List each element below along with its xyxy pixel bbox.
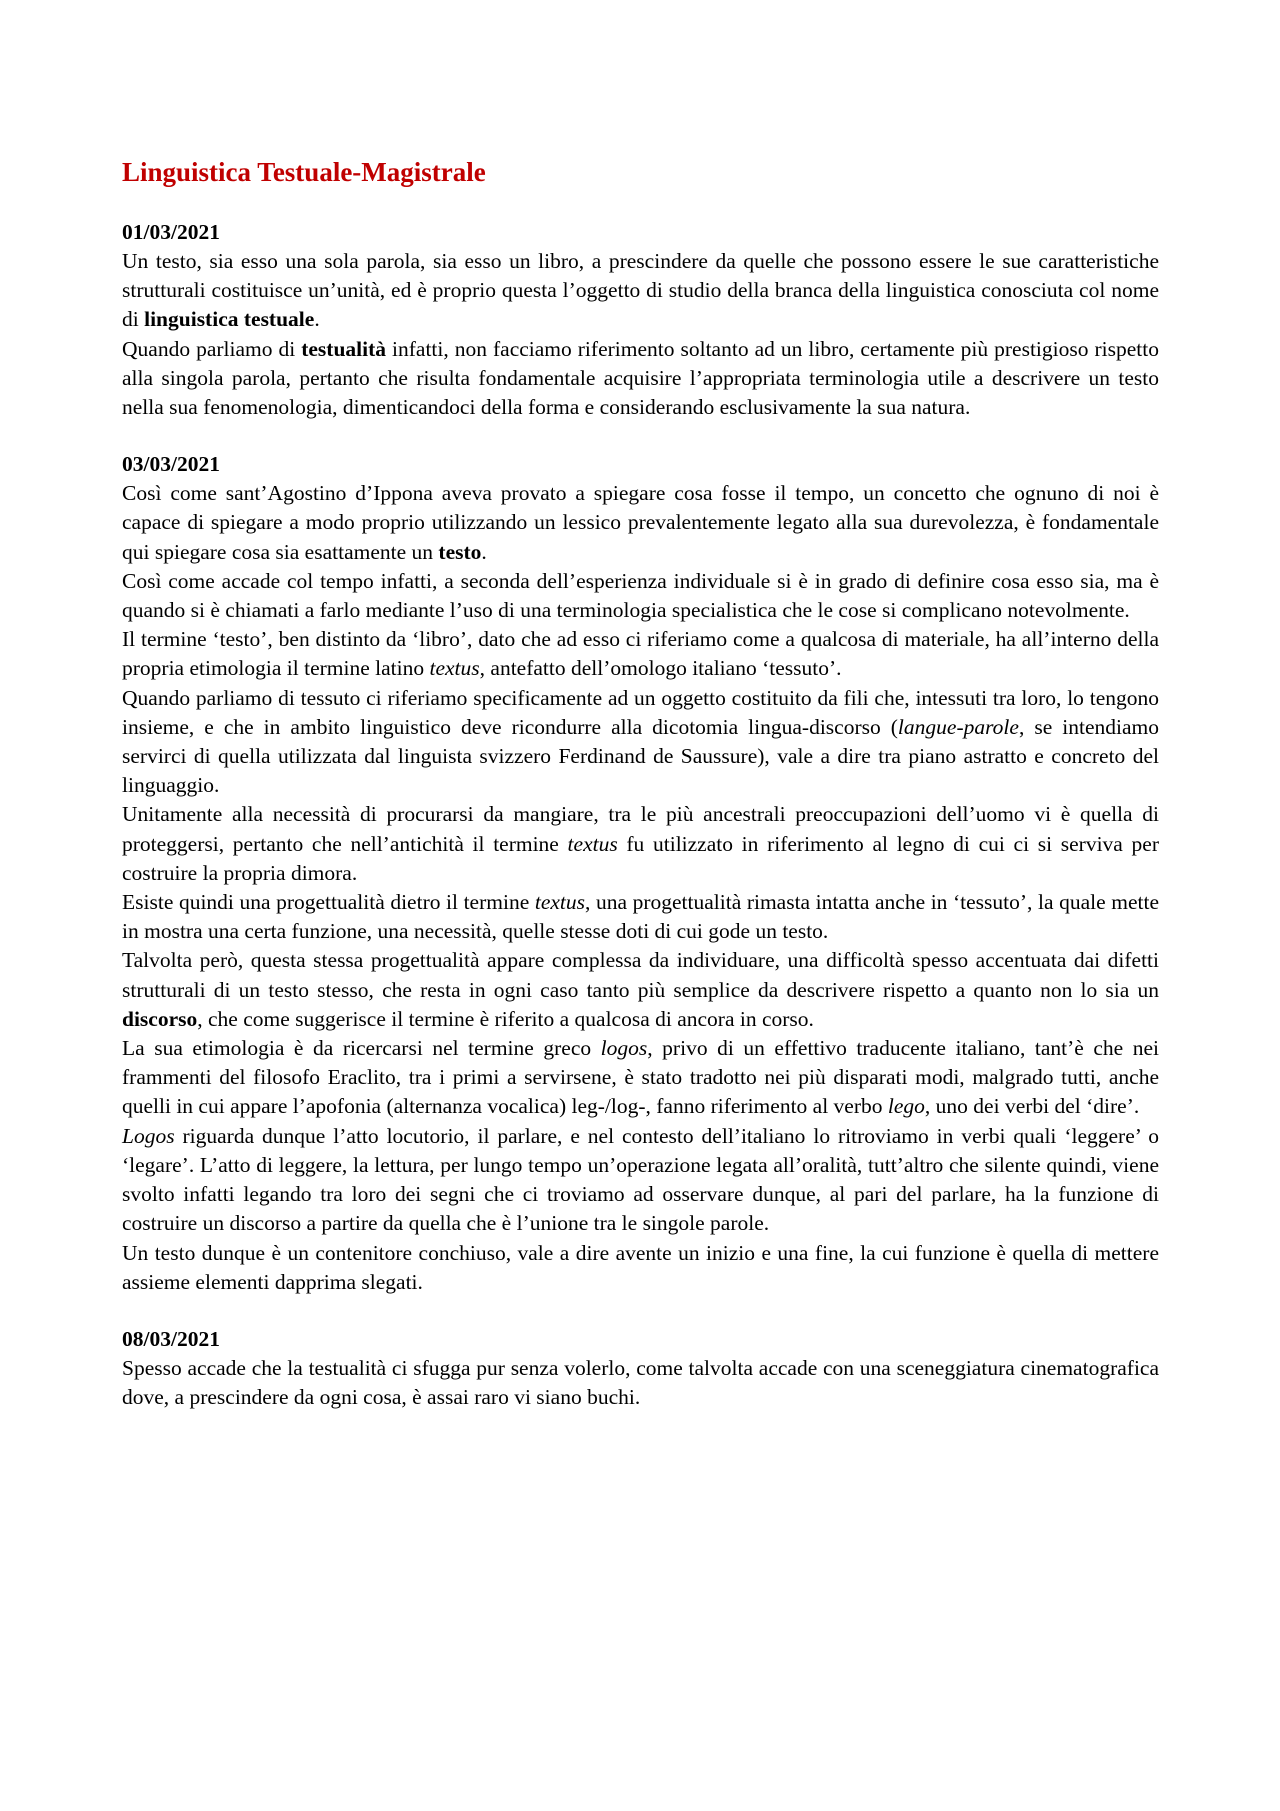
paragraph — [122, 335, 1159, 423]
section-1 — [122, 450, 1159, 1297]
text-run: , che come suggerisce il termine è riferito a qualcosa di ancora in corso. — [197, 1006, 814, 1031]
bold-term: linguistica testuale — [144, 307, 315, 332]
section-date: 03/03/2021 — [122, 452, 220, 477]
text-run: , una progettualità rimasta intatta anche in ‘tessuto’, la quale mette in mostra una certa funzione, una necessità, quelle stesse doti di cui gode un testo. — [122, 890, 1160, 944]
paragraph — [122, 1354, 1159, 1412]
text-run: Un testo dunque è un contenitore conchiuso, vale a dire avente un inizio e una fine, la cui funzione è quella di mettere assieme elementi dapprima slegati. — [122, 1240, 1159, 1294]
paragraph — [122, 625, 1159, 683]
text-run: Quando parliamo di — [122, 336, 302, 361]
paragraph — [122, 479, 1159, 567]
paragraph — [122, 888, 1159, 946]
paragraph — [122, 567, 1159, 625]
text-run: Quando parliamo di tessuto ci riferiamo specificamente ad un oggetto costituito da fili che, intessuti tra loro, lo tengono insieme, e che in ambito linguistico deve ricondurre alla dicotomia lingua-discorso ( — [122, 685, 1159, 739]
text-run: , privo di un effettivo traducente italiano, tant’è che nei frammenti del filosofo Eraclito, tra i primi a servirsene, è stato tradotto nei più disparati modi, malgrado tutti, anche quelli in cui appare l’apofonia (alternanza vocalica) leg-/log-, fanno riferimento al verbo — [122, 1036, 1160, 1119]
text-run: Un testo, sia esso una sola parola, sia esso un libro, a prescindere da quelle che possono essere le sue caratteristiche strutturali costituisce un’unità, ed è proprio questa l’oggetto di studio della branca della linguistica conosciuta col nome di — [122, 249, 1159, 332]
paragraph — [122, 247, 1159, 335]
text-run: Così come accade col tempo infatti, a seconda dell’esperienza individuale si è in grado di definire cosa esso sia, ma è quando si è chiamati a farlo mediante l’uso di una terminologia specialistica che le cose si complicano notevolmente. — [122, 568, 1159, 623]
section-date: 08/03/2021 — [122, 1326, 220, 1351]
italic-term: lego — [887, 1094, 925, 1119]
text-run: La sua etimologia è da ricercarsi nel termine greco — [122, 1036, 601, 1061]
italic-term: langue-parole — [897, 714, 1019, 739]
text-run: Così come sant’Agostino d’Ippona aveva provato a spiegare cosa fosse il tempo, un concetto che ognuno di noi è capace di spiegare a modo proprio utilizzando un lessico prevalentemente legato alla sua durevolezza, è fondamentale qui spiegare cosa sia esattamente un — [122, 481, 1159, 564]
text-run: . — [314, 307, 320, 332]
section-2 — [122, 1325, 1159, 1412]
paragraph — [122, 1239, 1159, 1297]
text-run: , antefatto dell’omologo italiano ‘tessuto’. — [479, 656, 842, 681]
text-run: Spesso accade che la testualità ci sfugga pur senza volerlo, come talvolta accade con una sceneggiatura cinematografica dove, a prescindere da ogni cosa, è assai raro vi siano buchi. — [122, 1355, 1159, 1410]
italic-term: textus — [534, 890, 585, 915]
text-run: riguarda dunque l’atto locutorio, il parlare, e nel contesto dell’italiano lo ritroviamo in verbi quali ‘leggere’ o ‘legare’. L’atto di leggere, la lettura, per lungo tempo un’operazione legata all’oralità, tutt’altro che silente quindi, viene svolto infatti legando tra loro dei segni che ci troviamo ad osservare dunque, al pari del parlare, ha la funzione di costruire un discorso a partire da quella che è l’unione tra le singole parole. — [122, 1123, 1159, 1236]
text-run: Esiste quindi una progettualità dietro il termine — [122, 890, 535, 915]
paragraph — [122, 684, 1159, 801]
italic-term: textus — [567, 831, 618, 856]
text-run: fu utilizzato in riferimento al legno di cui ci si serviva per costruire la propria dimora. — [122, 831, 1159, 885]
bold-term: testualità — [301, 336, 387, 361]
text-run: Unitamente alla necessità di procurarsi da mangiare, tra le più ancestrali preoccupazioni dell’uomo vi è quella di proteggersi, pertanto che nell’antichità il termine — [122, 802, 1159, 856]
paragraph — [122, 1034, 1159, 1122]
section-body — [122, 479, 1159, 1297]
section-0 — [122, 218, 1159, 422]
italic-term: textus — [429, 656, 480, 681]
text-run: , se intendiamo servirci di quella utilizzata dal linguista svizzero Ferdinand de Saussure), vale a dire tra piano astratto e concreto del linguaggio. — [122, 714, 1159, 798]
text-run: Il termine ‘testo’, ben distinto da ‘libro’, dato che ad esso ci riferiamo come a qualcosa di materiale, ha all’interno della propria etimologia il termine latino — [122, 627, 1159, 681]
italic-term: logos — [600, 1036, 648, 1061]
italic-term: Logos — [122, 1123, 175, 1148]
bold-term: testo — [438, 539, 482, 564]
section-body — [122, 247, 1159, 422]
bold-term: discorso — [122, 1006, 198, 1031]
paragraph — [122, 800, 1159, 888]
document-title: Linguistica Testuale-Magistrale — [122, 157, 486, 187]
paragraph — [122, 946, 1159, 1034]
document-page — [122, 155, 1159, 1440]
text-run: . — [481, 539, 487, 564]
text-run: Talvolta però, questa stessa progettualità appare complessa da individuare, una difficoltà spesso accentuata dai difetti strutturali di un testo stesso, che resta in ogni caso tanto più semplice da descrivere rispetto a quanto non lo sia un — [122, 948, 1159, 1002]
section-date: 01/03/2021 — [122, 220, 220, 244]
text-run: infatti, non facciamo riferimento soltanto ad un libro, certamente più prestigioso rispetto alla singola parola, pertanto che risulta fondamentale acquisire l’appropriata terminologia utile a descrivere un testo nella sua fenomenologia, dimenticandoci della forma e considerando esclusivamente la sua natura. — [122, 336, 1159, 420]
section-body — [122, 1354, 1159, 1412]
paragraph — [122, 1122, 1159, 1239]
text-run: , uno dei verbi del ‘dire’. — [924, 1094, 1140, 1119]
